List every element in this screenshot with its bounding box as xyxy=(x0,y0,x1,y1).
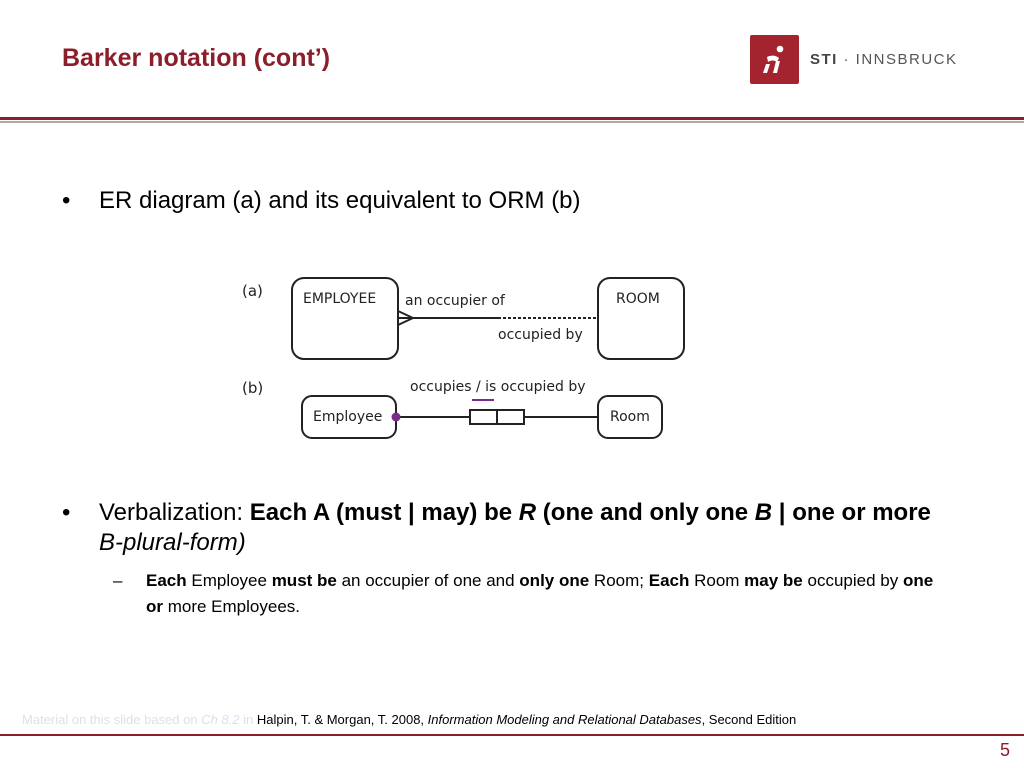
footer-rule xyxy=(0,734,1024,736)
bullet-item: • ER diagram (a) and its equivalent to ORM (b) xyxy=(62,187,581,214)
entity-room-orm-label: Room xyxy=(610,409,650,425)
mandatory-dot-icon xyxy=(392,413,401,422)
logo-mark-icon xyxy=(750,35,799,84)
label-a: (a) xyxy=(242,282,263,300)
header-rule xyxy=(0,117,1024,120)
fact-role-box-1 xyxy=(470,410,497,424)
page-number: 5 xyxy=(1000,740,1011,760)
er-orm-diagram xyxy=(230,268,700,453)
footer-citation: Material on this slide based on Ch 8.2 in Halpin, T. & Morgan, T. 2008, Information Modeling and Relational Databases, Second Edition xyxy=(22,712,797,727)
logo-text: STI · INNSBRUCK xyxy=(810,50,958,68)
label-b: (b) xyxy=(242,379,264,397)
slide-title: Barker notation (cont’) xyxy=(62,44,331,72)
role-upper-label: an occupier of xyxy=(405,293,505,309)
header-rule-shadow xyxy=(0,121,1024,123)
sub-bullet-item: – Each Employee must be an occupier of one and only one Room; Each Room may be occupied by one or more Employees. xyxy=(113,571,934,616)
role-lower-label: occupied by xyxy=(498,327,583,343)
sti-logo xyxy=(750,34,958,84)
bullet-dot: • xyxy=(62,187,71,214)
entity-employee-er-label: EMPLOYEE xyxy=(303,291,377,307)
entity-room-er-label: ROOM xyxy=(616,291,660,307)
fact-reading-label: occupies / is occupied by xyxy=(410,379,586,395)
bullet-dot: • xyxy=(62,499,71,526)
fact-role-box-2 xyxy=(497,410,524,424)
bullet-item-verbalization: • Verbalization: Each A (must | may) be R (one and only one B | one or more B-plural-form) xyxy=(62,499,931,556)
entity-employee-orm-label: Employee xyxy=(313,409,383,425)
